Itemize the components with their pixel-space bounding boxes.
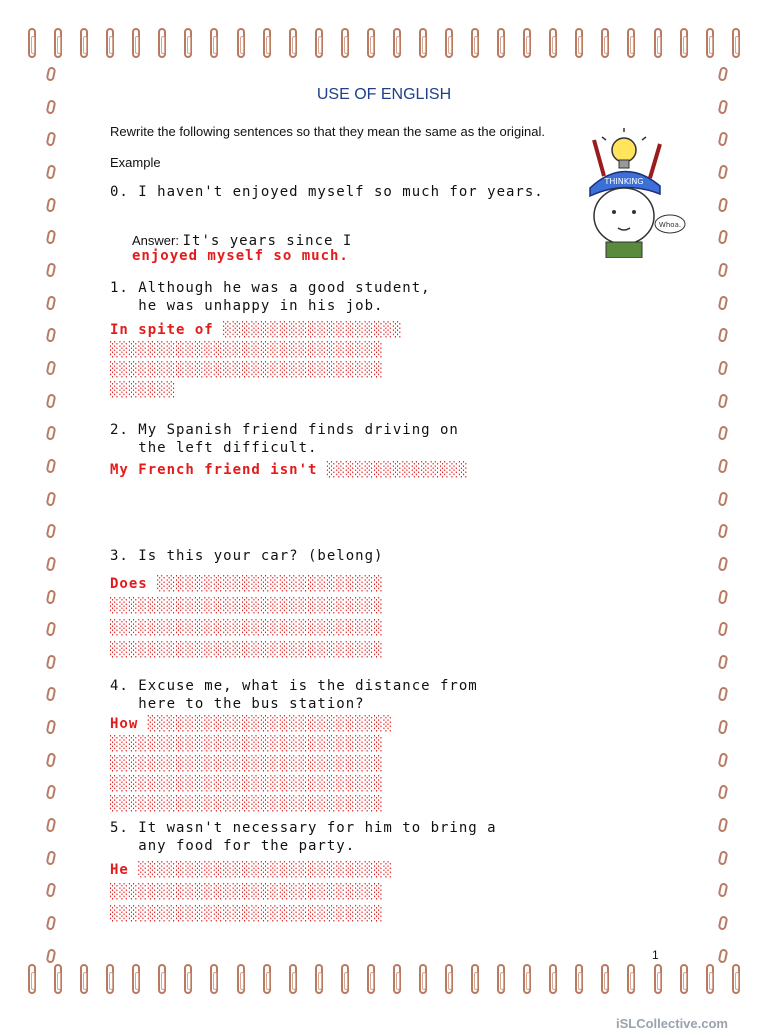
answer-1-line-3: ░░░░░░░░░░░░░░░░░░░░░░░░░░░░░ xyxy=(110,362,384,378)
paperclip-icon xyxy=(46,687,57,702)
paperclip-icon xyxy=(184,964,192,994)
paperclip-icon xyxy=(718,752,729,767)
question-2-line-1: 2. My Spanish friend finds driving on xyxy=(110,422,459,438)
answer-4-line-2: ░░░░░░░░░░░░░░░░░░░░░░░░░░░░░ xyxy=(110,736,384,752)
paperclip-icon xyxy=(46,132,57,147)
paperclip-icon xyxy=(393,964,401,994)
question-3-line-1: 3. Is this your car? (belong) xyxy=(110,548,384,564)
paperclip-icon xyxy=(718,589,729,604)
paperclip-icon xyxy=(80,28,88,58)
paperclip-icon xyxy=(80,964,88,994)
paperclip-icon xyxy=(523,964,531,994)
paperclip-icon xyxy=(718,915,729,930)
paperclip-icon xyxy=(289,964,297,994)
paperclip-icon xyxy=(718,230,729,245)
paperclip-icon xyxy=(28,28,36,58)
answer-label: Answer: xyxy=(132,233,179,248)
paperclip-icon xyxy=(718,654,729,669)
site-watermark: iSLCollective.com xyxy=(616,1016,728,1031)
paperclip-icon xyxy=(718,719,729,734)
answer-2-line-1: My French friend isn't ░░░░░░░░░░░░░░░ xyxy=(110,462,469,478)
paperclip-icon xyxy=(54,964,62,994)
paperclip-icon xyxy=(680,28,688,58)
paperclip-icon xyxy=(289,28,297,58)
paperclip-icon xyxy=(46,556,57,571)
paperclip-icon xyxy=(718,262,729,277)
answer-1-line-2: ░░░░░░░░░░░░░░░░░░░░░░░░░░░░░ xyxy=(110,342,384,358)
answer-text-line-2: enjoyed myself so much. xyxy=(132,248,349,264)
paperclip-icon xyxy=(718,426,729,441)
paperclip-icon xyxy=(718,850,729,865)
paperclip-icon xyxy=(54,28,62,58)
paperclip-icon xyxy=(46,883,57,898)
paperclip-icon xyxy=(46,524,57,539)
paperclip-icon xyxy=(601,28,609,58)
paperclip-icon xyxy=(237,28,245,58)
paperclip-icon xyxy=(46,360,57,375)
example-sentence-line-1: 0. I haven't enjoyed myself so much for years. xyxy=(110,184,544,200)
speech-bubble-text: Whoa. xyxy=(658,221,682,229)
answer-text-line-1: It's years since I xyxy=(182,233,353,249)
question-5-line-2: any food for the party. xyxy=(110,838,356,854)
paperclip-icon xyxy=(210,964,218,994)
answer-1-line-4: ░░░░░░░ xyxy=(110,382,177,398)
paperclip-icon xyxy=(46,785,57,800)
paperclip-icon xyxy=(341,28,349,58)
paperclip-icon xyxy=(627,28,635,58)
question-4-line-2: here to the bus station? xyxy=(110,696,365,712)
paperclip-icon xyxy=(523,28,531,58)
top-paperclip-border xyxy=(28,28,740,68)
question-4-line-1: 4. Excuse me, what is the distance from xyxy=(110,678,478,694)
instructions-text: Rewrite the following sentences so that they mean the same as the original. xyxy=(110,124,546,139)
paperclip-icon xyxy=(718,132,729,147)
paperclip-icon xyxy=(575,28,583,58)
paperclip-icon xyxy=(106,28,114,58)
paperclip-icon xyxy=(46,426,57,441)
paperclip-icon xyxy=(718,817,729,832)
paperclip-icon xyxy=(718,491,729,506)
page-number: 1 xyxy=(652,948,659,962)
paperclip-icon xyxy=(419,964,427,994)
paperclip-icon xyxy=(46,458,57,473)
paperclip-icon xyxy=(367,28,375,58)
answer-5-line-2: ░░░░░░░░░░░░░░░░░░░░░░░░░░░░░ xyxy=(110,884,384,900)
paperclip-icon xyxy=(718,66,729,81)
paperclip-icon xyxy=(46,66,57,81)
paperclip-icon xyxy=(445,28,453,58)
paperclip-icon xyxy=(210,28,218,58)
paperclip-icon xyxy=(158,28,166,58)
paperclip-icon xyxy=(315,964,323,994)
paperclip-icon xyxy=(46,948,57,963)
answer-3-line-4: ░░░░░░░░░░░░░░░░░░░░░░░░░░░░░ xyxy=(110,642,384,658)
paperclip-icon xyxy=(718,458,729,473)
paperclip-icon xyxy=(732,28,740,58)
paperclip-icon xyxy=(718,295,729,310)
page-title: USE OF ENGLISH xyxy=(316,86,452,103)
paperclip-icon xyxy=(718,164,729,179)
thinking-cap-text: THINKING xyxy=(604,177,644,186)
paperclip-icon xyxy=(497,28,505,58)
paperclip-icon xyxy=(680,964,688,994)
paperclip-icon xyxy=(718,883,729,898)
bottom-paperclip-border xyxy=(28,964,740,1004)
paperclip-icon xyxy=(28,964,36,994)
paperclip-icon xyxy=(315,28,323,58)
question-2-line-2: the left difficult. xyxy=(110,440,318,456)
question-5-line-1: 5. It wasn't necessary for him to bring a xyxy=(110,820,497,836)
paperclip-icon xyxy=(718,360,729,375)
paperclip-icon xyxy=(46,262,57,277)
paperclip-icon xyxy=(46,328,57,343)
paperclip-icon xyxy=(132,964,140,994)
left-paperclip-border xyxy=(44,70,64,960)
paperclip-icon xyxy=(46,295,57,310)
paperclip-icon xyxy=(46,230,57,245)
paperclip-icon xyxy=(393,28,401,58)
paperclip-icon xyxy=(718,328,729,343)
paperclip-icon xyxy=(46,491,57,506)
paperclip-icon xyxy=(718,785,729,800)
paperclip-icon xyxy=(46,393,57,408)
paperclip-icon xyxy=(46,719,57,734)
right-paperclip-border xyxy=(716,70,736,960)
paperclip-icon xyxy=(706,28,714,58)
paperclip-icon xyxy=(601,964,609,994)
paperclip-icon xyxy=(263,964,271,994)
paperclip-icon xyxy=(184,28,192,58)
paperclip-icon xyxy=(46,915,57,930)
paperclip-icon xyxy=(237,964,245,994)
paperclip-icon xyxy=(132,28,140,58)
paperclip-icon xyxy=(497,964,505,994)
answer-5-line-3: ░░░░░░░░░░░░░░░░░░░░░░░░░░░░░ xyxy=(110,906,384,922)
paperclip-icon xyxy=(158,964,166,994)
paperclip-icon xyxy=(718,556,729,571)
paperclip-icon xyxy=(445,964,453,994)
answer-5-line-1: He ░░░░░░░░░░░░░░░░░░░░░░░░░░░ xyxy=(110,862,393,878)
paperclip-icon xyxy=(471,964,479,994)
paperclip-icon xyxy=(46,589,57,604)
paperclip-icon xyxy=(706,964,714,994)
paperclip-icon xyxy=(471,28,479,58)
paperclip-icon xyxy=(718,687,729,702)
answer-1-line-1: In spite of ░░░░░░░░░░░░░░░░░░░ xyxy=(110,322,403,338)
paperclip-icon xyxy=(367,964,375,994)
paperclip-icon xyxy=(106,964,114,994)
paperclip-icon xyxy=(654,28,662,58)
answer-3-line-1: Does ░░░░░░░░░░░░░░░░░░░░░░░░ xyxy=(110,576,384,592)
paperclip-icon xyxy=(718,621,729,636)
paperclip-icon xyxy=(46,197,57,212)
paperclip-icon xyxy=(46,164,57,179)
paperclip-icon xyxy=(46,817,57,832)
paperclip-icon xyxy=(46,850,57,865)
paperclip-icon xyxy=(46,752,57,767)
example-label: Example xyxy=(110,155,161,170)
paperclip-icon xyxy=(732,964,740,994)
paperclip-icon xyxy=(718,948,729,963)
paperclip-icon xyxy=(263,28,271,58)
paperclip-icon xyxy=(46,621,57,636)
paperclip-icon xyxy=(341,964,349,994)
paperclip-icon xyxy=(46,654,57,669)
thinking-cap-illustration xyxy=(576,128,686,258)
paperclip-icon xyxy=(419,28,427,58)
paperclip-icon xyxy=(627,964,635,994)
question-1-line-1: 1. Although he was a good student, xyxy=(110,280,431,296)
example-answer xyxy=(132,233,352,249)
paperclip-icon xyxy=(718,524,729,539)
question-1-line-2: he was unhappy in his job. xyxy=(110,298,384,314)
paperclip-icon xyxy=(718,393,729,408)
paperclip-icon xyxy=(654,964,662,994)
paperclip-icon xyxy=(549,28,557,58)
answer-3-line-3: ░░░░░░░░░░░░░░░░░░░░░░░░░░░░░ xyxy=(110,620,384,636)
paperclip-icon xyxy=(549,964,557,994)
answer-4-line-1: How ░░░░░░░░░░░░░░░░░░░░░░░░░░ xyxy=(110,716,393,732)
answer-3-line-2: ░░░░░░░░░░░░░░░░░░░░░░░░░░░░░ xyxy=(110,598,384,614)
answer-4-line-5: ░░░░░░░░░░░░░░░░░░░░░░░░░░░░░ xyxy=(110,796,384,812)
answer-4-line-4: ░░░░░░░░░░░░░░░░░░░░░░░░░░░░░ xyxy=(110,776,384,792)
answer-4-line-3: ░░░░░░░░░░░░░░░░░░░░░░░░░░░░░ xyxy=(110,756,384,772)
paperclip-icon xyxy=(718,197,729,212)
paperclip-icon xyxy=(575,964,583,994)
